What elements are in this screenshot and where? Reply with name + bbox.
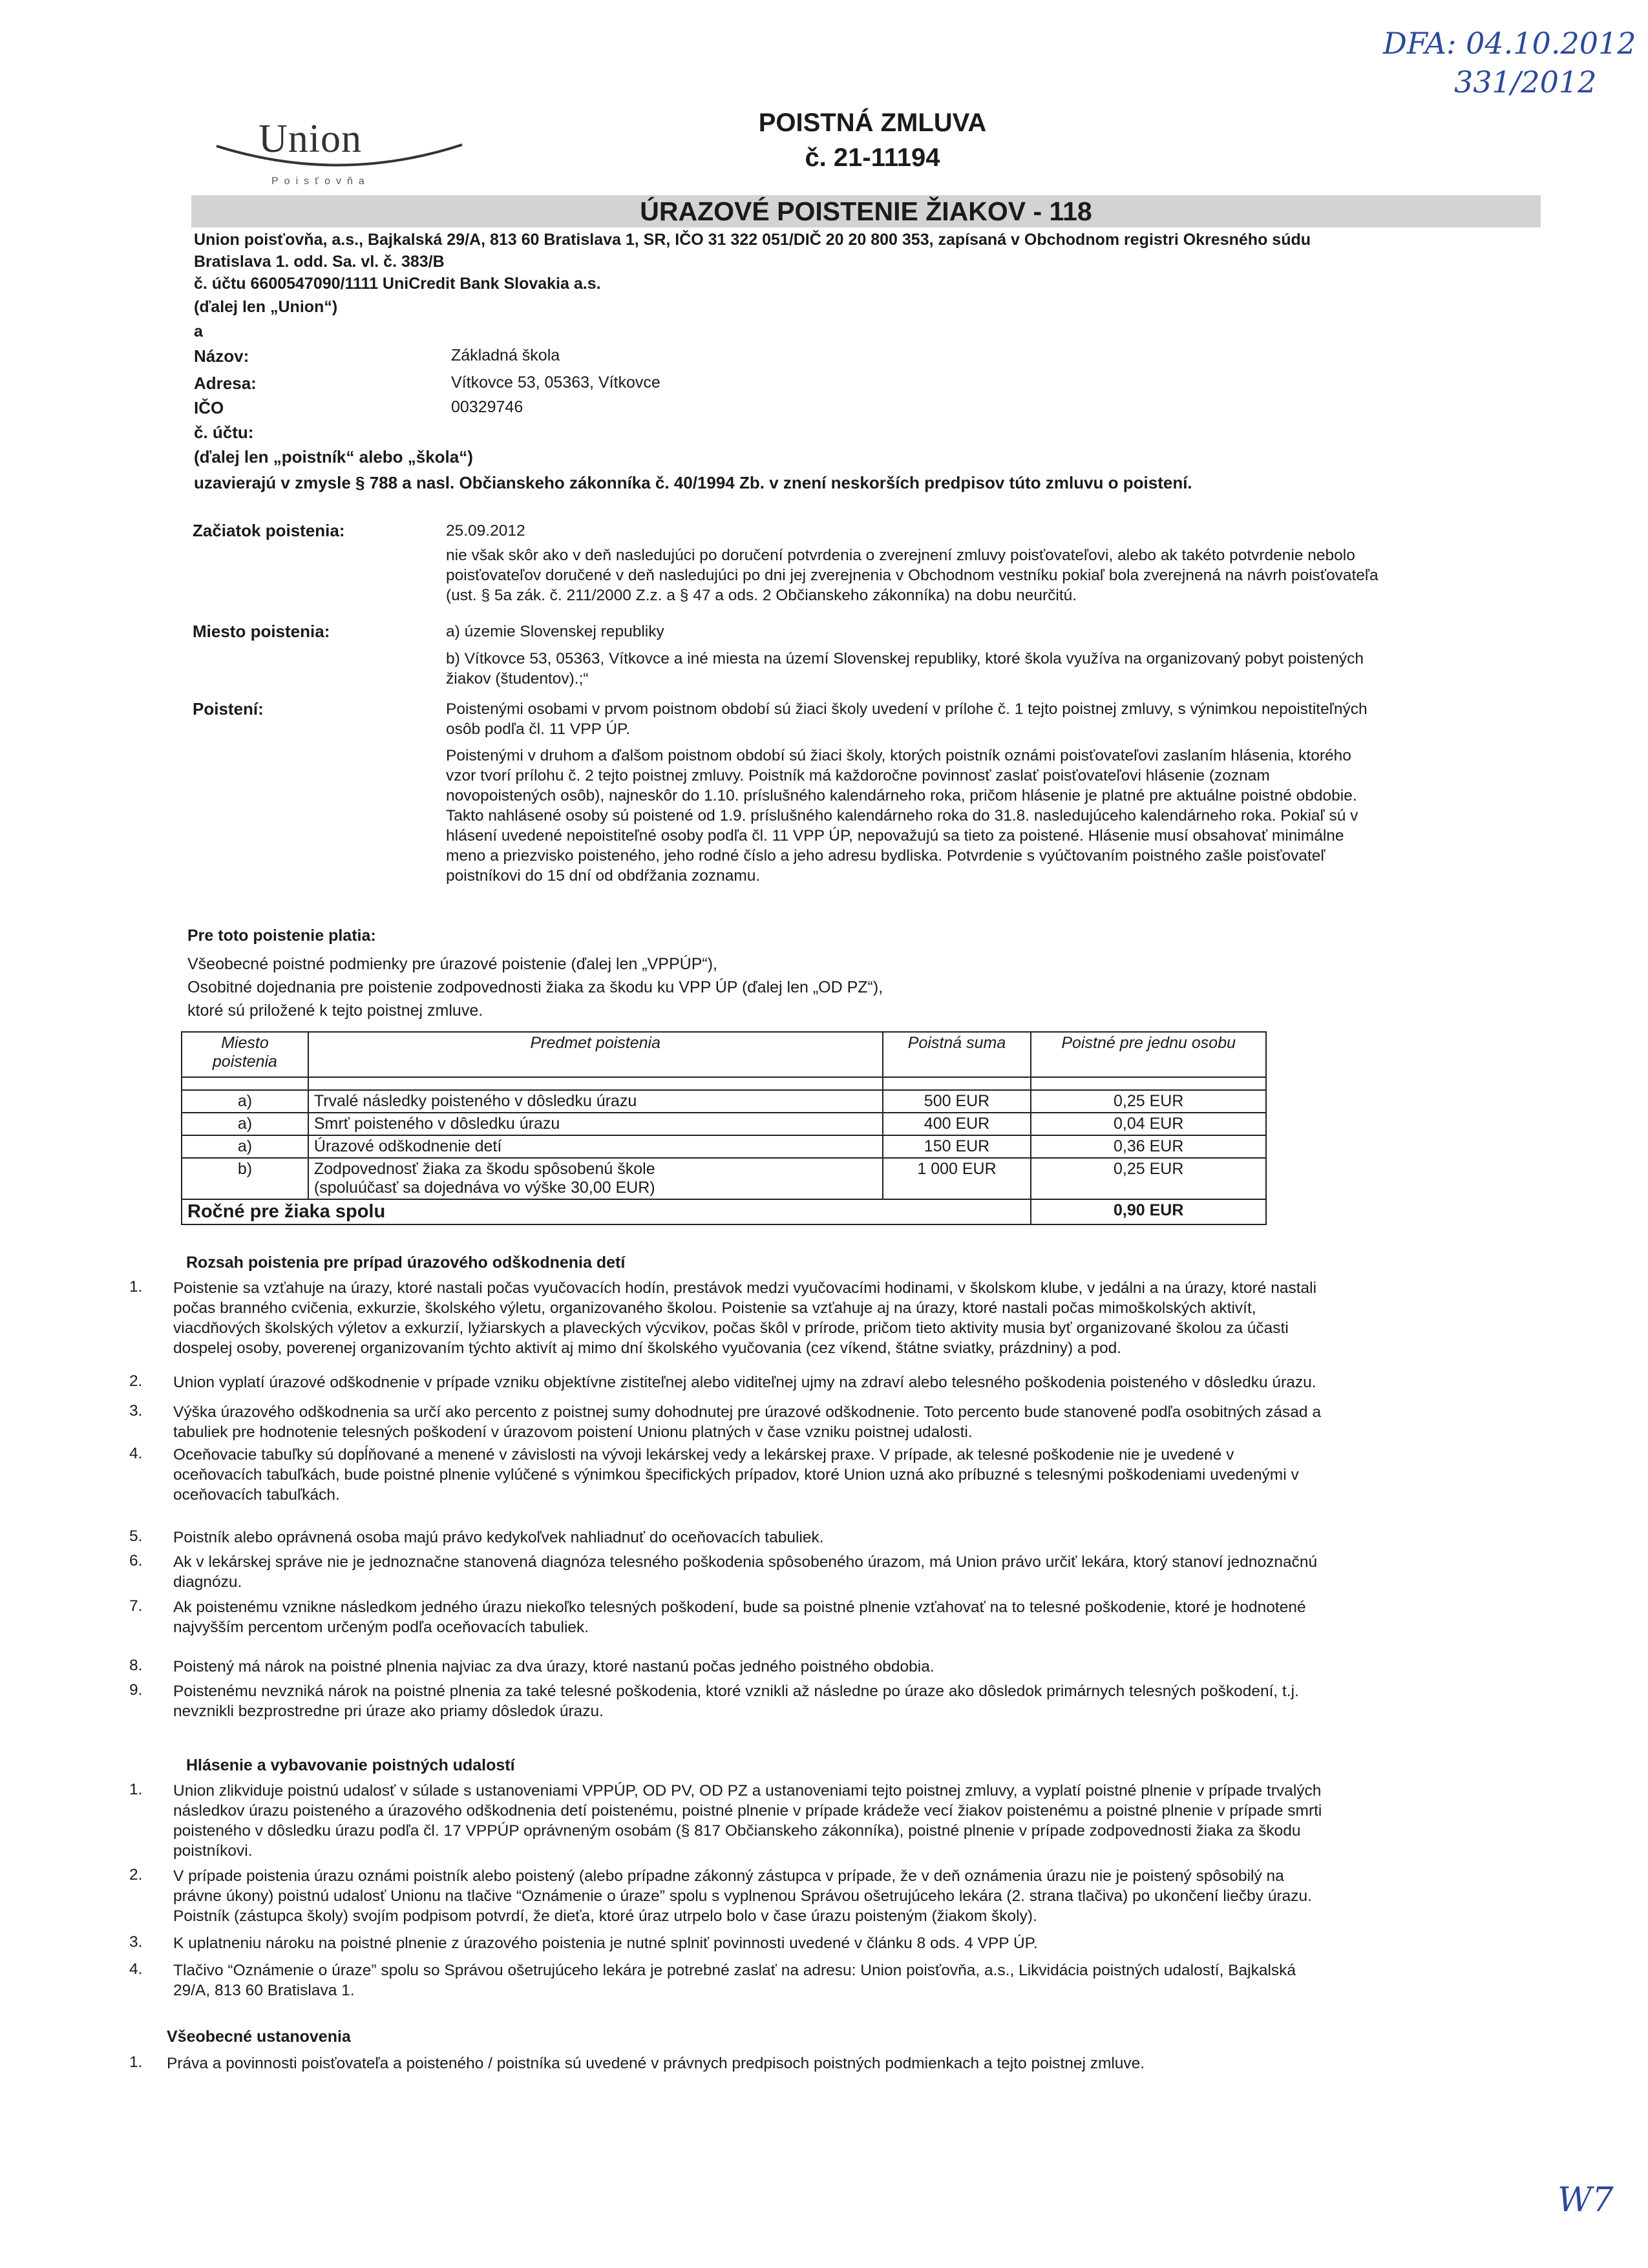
list-item-line: dospelej osoby, poverenej organizovaním týchto aktivít aj mimo dní školského vyučovania (cez víkend, štátne sviatky, prázdniny) a pod. — [173, 1339, 1122, 1357]
table-row: a) Trvalé následky poisteného v dôsledku úrazu 500 EUR 0,25 EUR — [182, 1090, 1266, 1113]
client-address-label: Adresa: — [194, 373, 257, 393]
insured-line: Poistenými osobami v prvom poistnom období sú žiaci školy uvedení v prílohe č. 1 tejto poistnej zmluvy, s výnimkou nepoistiteľných — [446, 700, 1368, 718]
table-row: a) Úrazové odškodnenie detí 150 EUR 0,36 EUR — [182, 1135, 1266, 1158]
list-item-line: najvyšším percentom určeným podľa oceňovacích tabuliek. — [173, 1619, 589, 1636]
start-condition-line: (ust. § 5a zák. č. 211/2000 Z.z. a § 47 a ods. 2 Občianskeho zákonníka) na dobu neurčitú. — [446, 587, 1077, 604]
list-item-line: Union zlikviduje poistnú udalosť v súlade s ustanoveniami VPPÚP, OD PV, OD PZ a ustanoveniami tejto poistnej zmluvy, a vyplatí poistné plnenie v prípade trvalých — [173, 1782, 1322, 1800]
handwritten-reference-note: 331/2012 — [1454, 65, 1597, 100]
client-ico-value: 00329746 — [451, 398, 523, 416]
list-item-line: Union vyplatí úrazové odškodnenie v prípade vzniku objektívne zistiteľnej alebo viditeľnej ujmy na zdraví alebo telesného poškodenia poisteného v dôsledku úrazu. — [173, 1374, 1316, 1391]
table-header-row — [182, 1032, 1266, 1077]
list-item-line: diagnózu. — [173, 1573, 242, 1591]
general-item-text: Práva a povinnosti poisťovateľa a poisteného / poistníka sú uvedené v právnych predpisoch poistných podmienkach a tejto poistnej zmluve. — [167, 2055, 1145, 2072]
header-sum: Poistná suma — [883, 1032, 1031, 1077]
union-logo — [213, 116, 465, 194]
start-date: 25.09.2012 — [446, 522, 525, 540]
contract-number: č. 21-11194 — [805, 143, 940, 172]
insurer-account: č. účtu 6600547090/1111 UniCredit Bank Slovakia a.s. — [194, 275, 601, 293]
insurance-type-banner: ÚRAZOVÉ POISTENIE ŽIAKOV - 118 — [191, 195, 1541, 227]
list-item-line: 29/A, 813 60 Bratislava 1. — [173, 1982, 355, 1999]
list-item-line: následkov úrazu poisteného a úrazového odškodnenia detí poistenému, poistné plnenie v prípade krádeže vecí žiakov poistenému a poistné plnenie v prípade smrti — [173, 1802, 1322, 1820]
table-row: a) Smrť poisteného v dôsledku úrazu 400 EUR 0,04 EUR — [182, 1113, 1266, 1135]
coverage-table — [181, 1031, 1267, 1225]
list-item-number: 2. — [129, 1372, 143, 1390]
document-title: POISTNÁ ZMLUVA — [758, 109, 987, 137]
list-item-line: Poistenému nevzniká nárok na poistné plnenia za také telesné poškodenia, ktoré vznikli až následne po úraze ako dôsledok primárnych telesných poškodení, t.j. — [173, 1683, 1299, 1700]
insurer-alias: (ďalej len „Union“) — [194, 298, 338, 316]
list-item-number: 1. — [129, 1278, 143, 1296]
header-premium: Poistné pre jednu osobu — [1031, 1032, 1266, 1077]
insured-line: Poistenými v druhom a ďalšom poistnom období sú žiaci školy, ktorých poistník oznámi poisťovateľovi zaslaním hlásenia, ktorého — [446, 747, 1351, 764]
list-item-line: viacdňových školských výletov a exkurzií, lyžiarskych a plaveckých výcvikov, počas škôl v prírode, pričom tieto aktivity musia byť organizované školou za účasti — [173, 1319, 1289, 1337]
handwritten-date-note: DFA: 04.10.2012 — [1383, 26, 1636, 61]
client-name-label: Názov: — [194, 346, 249, 366]
list-item-number: 9. — [129, 1681, 143, 1699]
table-spacer-row — [182, 1077, 1266, 1090]
client-ico-label: IČO — [194, 398, 224, 417]
place-b: žiakov (študentov).;“ — [446, 670, 589, 688]
list-item-line: nevznikli bezprostredne pri úraze ako priamy dôsledok úrazu. — [173, 1703, 604, 1720]
valid-heading: Pre toto poistenie platia: — [187, 927, 376, 945]
valid-line: ktoré sú priložené k tejto poistnej zmluve. — [187, 1002, 483, 1020]
client-alias: (ďalej len „poistník“ alebo „škola“) — [194, 447, 473, 467]
list-item-line: K uplatneniu nároku na poistné plnenie z úrazového poistenia je nutné splniť povinnosti uvedené v článku 8 ods. 4 VPP ÚP. — [173, 1935, 1038, 1952]
conjunction-and: a — [194, 322, 203, 341]
list-item-number: 5. — [129, 1528, 143, 1545]
list-item-number: 4. — [129, 1445, 143, 1462]
list-item-number: 4. — [129, 1960, 143, 1978]
start-label: Začiatok poistenia: — [193, 521, 345, 540]
insured-line: vzor tvorí prílohu č. 2 tejto poistnej zmluvy. Poistník má každoročne povinnosť zaslať poisťovateľovi hlásenie (zoznam — [446, 767, 1270, 784]
client-name-value: Základná škola — [451, 346, 560, 364]
handwritten-initials: W7 — [1558, 2181, 1614, 2220]
insured-line: Takto nahlásené osoby sú poistené od 1.9. príslušného kalendárneho roka do 31.8. nasledujúceho kalendárneho roka. Pokiaľ sú v — [446, 807, 1358, 824]
list-item-number: 2. — [129, 1866, 143, 1884]
list-item-number: 6. — [129, 1552, 143, 1570]
list-item-line: oceňovacích tabuľkách, bude poistné plnenie vylúčené s výnimkou špecifických prípadov, ktoré Union uzná ako príbuzné s telesnými poškodeniami uvedenými v — [173, 1466, 1299, 1484]
list-item-line: oceňovacích tabuľkách. — [173, 1486, 340, 1504]
logo-word: Union — [259, 117, 362, 161]
list-item-line: poistníkovi. — [173, 1842, 253, 1860]
claims-heading: Hlásenie a vybavovanie poistných udalostí — [186, 1756, 515, 1774]
valid-line: Všeobecné poistné podmienky pre úrazové poistenie (ďalej len „VPPÚP“), — [187, 955, 717, 973]
valid-line: Osobitné dojednania pre poistenie zodpovednosti žiaka za škodu ku VPP ÚP (ďalej len „OD PZ“), — [187, 978, 883, 996]
list-item-number: 3. — [129, 1402, 143, 1420]
start-condition-line: nie však skôr ako v deň nasledujúci po doručení potvrdenia o zverejnení zmluvy poisťovateľovi, alebo ak takéto potvrdenie nebolo — [446, 547, 1355, 564]
scope-heading: Rozsah poistenia pre prípad úrazového odškodnenia detí — [186, 1254, 626, 1272]
list-item-line: Poistník alebo oprávnená osoba majú právo kedykoľvek nahliadnuť do oceňovacích tabuliek. — [173, 1529, 824, 1546]
list-item-line: Výška úrazového odškodnenia sa určí ako percento z poistnej sumy dohodnutej pre úrazové odškodnenie. Toto percento bude stanovené podľa osobitných zásad a — [173, 1403, 1321, 1421]
insured-line: osôb podľa čl. 11 VPP ÚP. — [446, 720, 631, 738]
insurer-line-2: Bratislava 1. odd. Sa. vl. č. 383/B — [194, 253, 445, 271]
header-place: Miesto poistenia — [182, 1032, 308, 1077]
list-item-number: 1. — [129, 1781, 143, 1798]
list-item-number: 8. — [129, 1657, 143, 1674]
insured-line: poistníkovi do 15 dní od obdŕžania zoznamu. — [446, 867, 761, 885]
place-b: b) Vítkovce 53, 05363, Vítkovce a iné miesta na území Slovenskej republiky, ktoré škola využíva na organizovaný pobyt poistených — [446, 650, 1364, 667]
client-account-label: č. účtu: — [194, 423, 254, 442]
list-item-line: poisteného v dôsledku úrazu podľa čl. 17 VPPÚP oprávneným osobám (§ 817 Občianskeho zákonníka), poistné plnenie v prípade zodpovednosti žiaka za škodu — [173, 1822, 1301, 1840]
list-item-number: 7. — [129, 1597, 143, 1615]
table-total-row: Ročné pre žiaka spolu 0,90 EUR — [182, 1199, 1266, 1224]
insured-label: Poistení: — [193, 699, 264, 719]
list-item-line: právne úkony) poistnú udalosť Unionu na tlačive “Oznámenie o úraze” spolu s vyplnenou Správou ošetrujúceho lekára (2. strana tlačiva) po ukončení liečby úrazu. — [173, 1887, 1312, 1905]
list-item-line: Tlačivo “Oznámenie o úraze” spolu so Správou ošetrujúceho lekára je potrebné zaslať na adresu: Union poisťovňa, a.s., Likvidácia poistných udalostí, Bajkalská — [173, 1962, 1296, 1979]
list-item-line: V prípade poistenia úrazu oznámi poistník alebo poistený (alebo prípadne zákonný zástupca v prípade, že v deň oznámenia úrazu nie je poistený spôsobilý na — [173, 1867, 1284, 1885]
insurer-line-1: Union poisťovňa, a.s., Bajkalská 29/A, 813 60 Bratislava 1, SR, IČO 31 322 051/DIČ 20 20 800 353, zapísaná v Obchodnom registri Okresného súdu — [194, 231, 1311, 249]
insured-line: hlásení uvedené nepoistiteľné osoby podľa čl. 11 VPP ÚP, nepovažujú sa tieto za poistené. Hlásenie musí obsahovať minimálne — [446, 827, 1344, 845]
list-item-line: počas branného cvičenia, exkurzie, školského výletu, organizovaného školou. Poistenie sa vzťahuje aj na úrazy, ktoré nastali počas mimoškolských aktivít, — [173, 1299, 1256, 1317]
list-item-line: tabuliek pre hodnotenie telesných poškodení v úrazovom poistení Unionu platných v čase vzniku poistnej udalosti. — [173, 1423, 973, 1441]
header-subject: Predmet poistenia — [308, 1032, 883, 1077]
insured-line: meno a priezvisko poisteného, jeho rodné číslo a jeho adresu bydliska. Potvrdenie s vyúčtovaním poistného zašle poisťovateľ — [446, 847, 1326, 865]
list-item-line: Poistenie sa vzťahuje na úrazy, ktoré nastali počas vyučovacích hodín, prestávok medzi vyučovacími hodinami, v školskom klube, v jedálni a na úrazy, ktoré nastali — [173, 1279, 1317, 1297]
place-a: a) územie Slovenskej republiky — [446, 623, 664, 640]
general-item-number: 1. — [129, 2053, 143, 2071]
agreement-statement: uzavierajú v zmysle § 788 a nasl. Občianskeho zákonníka č. 40/1994 Zb. v znení neskorších predpisov túto zmluvu o poistení. — [194, 473, 1192, 492]
general-heading: Všeobecné ustanovenia — [167, 2028, 351, 2046]
start-condition-line: poisťovateľov doručené v deň nasledujúci po dni jej zverejnenia v Obchodnom vestníku pokiaľ bola zverejnená na návrh poisťovateľa — [446, 567, 1379, 584]
table-row: b) Zodpovednosť žiaka za škodu spôsobenú škole (spoluúčasť sa dojednáva vo výške 30,00 EUR) 1 000 EUR 0,25 EUR — [182, 1158, 1266, 1199]
list-item-line: Ak v lekárskej správe nie je jednoznačne stanovená diagnóza telesného poškodenia spôsobeného úrazom, má Union právo určiť lekára, ktorý stanoví jednoznačnú — [173, 1553, 1318, 1571]
list-item-line: Poistník (zástupca školy) svojím podpisom potvrdí, že dieťa, ktoré úraz utrpelo bolo v čase úrazu poisteným (žiakom školy). — [173, 1907, 1037, 1925]
list-item-line: Oceňovacie tabuľky sú dopĺňované a menené v závislosti na vývoji lekárskej vedy a lekárskej praxe. V prípade, ak telesné poškodenie nie je uvedené v — [173, 1446, 1234, 1464]
list-item-line: Ak poistenému vznikne následkom jedného úrazu niekoľko telesných poškodení, bude sa poistné plnenie vzťahovať na to telesné poškodenie, ktoré je hodnotené — [173, 1599, 1306, 1616]
place-label: Miesto poistenia: — [193, 622, 330, 641]
client-address-value: Vítkovce 53, 05363, Vítkovce — [451, 373, 660, 392]
list-item-number: 3. — [129, 1933, 143, 1951]
insured-line: novopoistených osôb), najneskôr do 1.10. príslušného kalendárneho roka, pričom hlásenie je platné pre aktuálne poistné obdobie. — [446, 787, 1357, 804]
logo-subtitle: Poisťovňa — [271, 176, 370, 187]
list-item-line: Poistený má nárok na poistné plnenia najviac za dva úrazy, ktoré nastanú počas jedného poistného obdobia. — [173, 1658, 935, 1675]
